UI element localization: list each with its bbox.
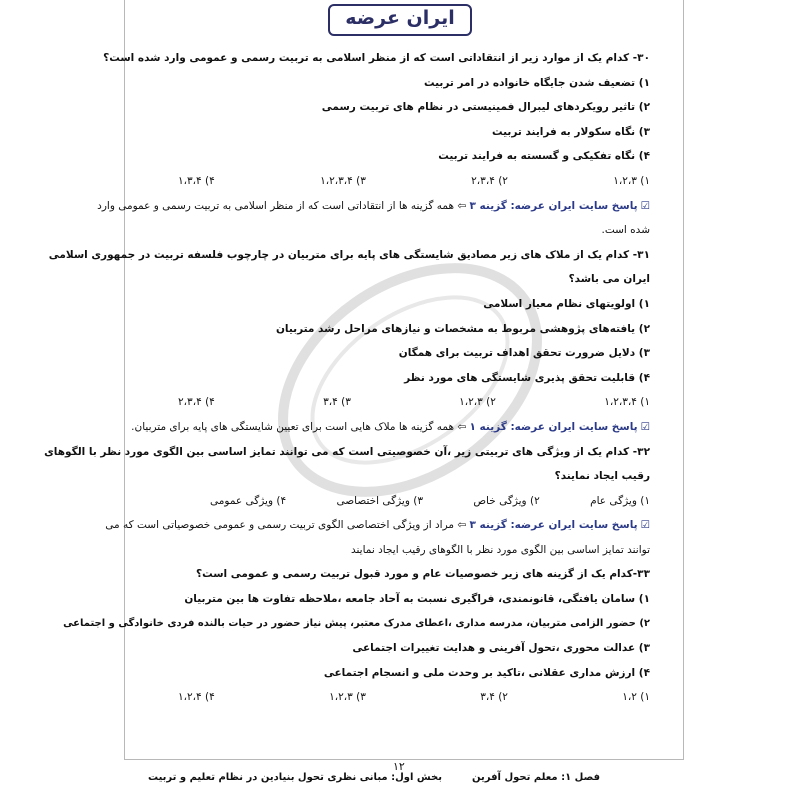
question-30-answer-cont: شده است. [601,224,650,237]
question-30-answer [97,194,650,219]
option-2: ۲) ۳،۴ [480,691,508,704]
question-30-options [150,169,650,194]
page-footer [0,760,800,800]
question-32-answer [105,513,650,538]
option-3: ۳) ویژگی اختصاصی [336,494,423,507]
question-30-item-1: ۱) تضعیف شدن جایگاه خانواده در امر تربیت [424,76,650,89]
question-31-text-line2: ایران می باشد؟ [568,273,650,286]
question-31-item-1: ۱) اولویتهای نظام معیار اسلامی [483,297,650,310]
question-31-options [150,390,650,415]
question-31-item-3: ۳) دلایل ضرورت تحقق اهداف تربیت برای همگان [398,347,650,360]
answer-text: ⇦ همه گزینه ها از انتقاداتی است که از منظر اسلامی به تربیت رسمی و عمومی وارد [97,199,467,212]
option-4: ۴) ۱،۳،۴ [178,174,215,187]
question-33-item-4: ۴) ارزش مداری عقلانی ،تاکید بر وحدت ملی و انسجام اجتماعی [323,666,650,679]
option-1: ۱) ۱،۲،۳ [613,174,650,187]
site-logo [328,4,472,36]
checkbox-icon: ☑ [640,519,650,532]
option-4: ۴) ۱،۲،۴ [178,691,215,704]
frame-right-border [683,0,684,760]
option-4: ۴) ۲،۳،۴ [178,396,215,409]
question-31-item-2: ۲) یافته‌های پژوهشی مربوط به مشخصات و نیازهای مراحل رشد متربیان [275,322,650,335]
chapter-title: فصل ۱: معلم تحول آفرین [472,772,600,783]
answer-text: ⇦ مراد از ویژگی اختصاصی الگوی تربیت رسمی و عمومی خصوصیاتی است که می [105,519,467,532]
option-3: ۳) ۳،۴ [323,396,351,409]
page-number: ۱۲ [393,760,405,773]
question-31-answer [131,415,650,440]
answer-label: پاسخ سایت ایران عرضه: گزینه ۱ [469,420,638,433]
question-30-text: ۳۰- کدام یک از موارد زیر از انتقاداتی است که از منظر اسلامی به تربیت رسمی و عمومی وارد شده است؟ [103,52,650,64]
checkbox-icon: ☑ [640,199,650,212]
answer-text: ⇦ همه گزینه ها ملاک هایی است برای تعیین شایستگی های پایه برای متربیان. [131,420,467,433]
question-30-item-3: ۳) نگاه سکولار به فرایند تربیت [492,125,650,138]
question-33-item-1: ۱) سامان یافتگی، قانونمندی، فراگیری نسبت به آحاد جامعه ،ملاحظه تفاوت ها بین متربیان [184,593,650,606]
question-32-options [150,489,650,514]
option-2: ۲) ویژگی خاص [473,494,540,507]
question-33-item-3: ۳) عدالت محوری ،تحول آفرینی و هدایت تغییرات اجتماعی [352,642,650,655]
answer-label: پاسخ سایت ایران عرضه: گزینه ۳ [469,519,638,532]
option-1: ۱) ویژگی عام [590,494,650,507]
question-30-item-2: ۲) تاثیر رویکردهای لیبرال فمینیستی در نظام های تربیت رسمی [321,101,650,114]
document-body [44,46,650,710]
question-31-item-4: ۴) قابلیت تحقق پذیری شایستگی های مورد نظر [404,371,650,384]
logo-text: ایران عرضه [345,7,455,29]
question-30-item-4: ۴) نگاه تفکیکی و گسسته به فرایند تربیت [438,150,650,163]
question-33-item-2: ۲) حضور الزامی متربیان، مدرسه مداری ،اعطای مدرک معتبر، پیش نیاز حضور در حیات بالنده فردی خانوادگی و اجتماعی [63,617,650,629]
question-32-answer-cont: توانند تمایز اساسی بین الگوی مورد نظر با الگوهای رقیب ایجاد نمایند [351,543,650,556]
frame-left-border [124,0,125,760]
section-title: بخش اول: مبانی نظری تحول بنیادین در نظام تعلیم و تربیت [148,772,442,783]
question-31-text-line1: ۳۱- کدام یک از ملاک های زیر مصادیق شایستگی های پایه برای متربیان در چارچوب فلسفه تربیت در جمهوری اسلامی [48,248,650,261]
option-2: ۲) ۱،۲،۳ [459,396,496,409]
question-32-text-line1: ۳۲- کدام یک از ویژگی های تربیتی زیر ،آن خصوصیتی است که می توانند تمایز اساسی بین الگوی مورد نظر با الگوهای [44,445,650,458]
option-3: ۳) ۱،۲،۳ [329,691,366,704]
option-4: ۴) ویژگی عمومی [210,494,287,507]
option-3: ۳) ۱،۲،۳،۴ [320,174,366,187]
option-1: ۱) ۱،۲،۳،۴ [604,396,650,409]
option-1: ۱) ۱،۲ [622,691,650,704]
question-32-text-line2: رقیب ایجاد نمایند؟ [554,470,650,483]
checkbox-icon: ☑ [640,420,650,433]
answer-label: پاسخ سایت ایران عرضه: گزینه ۳ [469,199,638,212]
option-2: ۲) ۲،۳،۴ [471,174,508,187]
question-33-text: ۳۳-کدام یک از گزینه های زیر خصوصیات عام و مورد قبول تربیت رسمی و عمومی است؟ [196,568,650,581]
question-33-options [150,685,650,710]
